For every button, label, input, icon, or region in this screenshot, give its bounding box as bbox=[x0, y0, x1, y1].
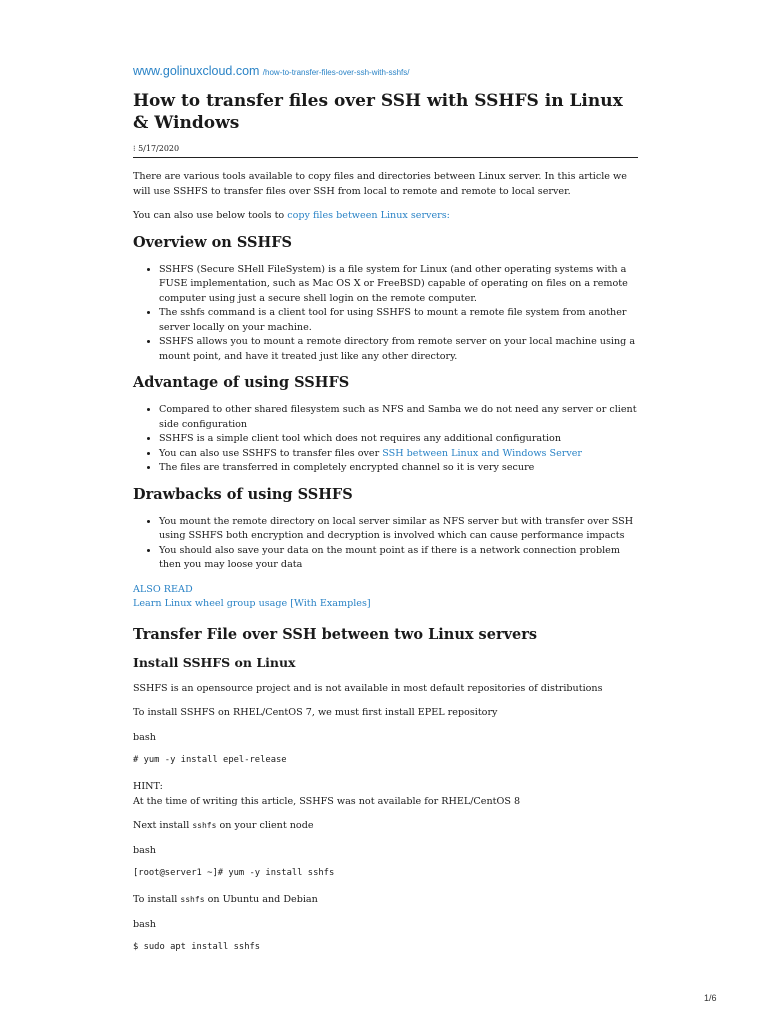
list-item-text: You can also use SSHFS to transfer files over bbox=[159, 447, 383, 459]
text: on your client node bbox=[216, 820, 314, 831]
hint-text: At the time of writing this article, SSHFS was not available for RHEL/CentOS 8 bbox=[133, 795, 521, 807]
code-language-label: bash bbox=[133, 844, 156, 856]
paragraph bbox=[133, 893, 638, 908]
copy-files-link[interactable]: copy files between Linux servers: bbox=[287, 210, 450, 221]
list-item: • SSHFS allows you to mount a remote directory from remote server on your local machine using a mount point, and have it treated just like any other directory. bbox=[159, 335, 638, 364]
list-item: • The sshfs command is a client tool for using SSHFS to mount a remote file system from another server locally on your machine. bbox=[159, 306, 638, 335]
code-language-label: bash bbox=[133, 918, 156, 930]
publish-date-value: 5/17/2020 bbox=[138, 144, 180, 153]
advantage-list bbox=[133, 403, 638, 476]
code-block: $ sudo apt install sshfs bbox=[133, 942, 261, 952]
title-divider bbox=[133, 157, 638, 158]
text: Next install bbox=[133, 820, 193, 831]
wheel-group-link[interactable]: Learn Linux wheel group usage [With Examples] bbox=[133, 598, 371, 609]
also-read-label[interactable]: ALSO READ bbox=[133, 583, 193, 595]
list-item: • Compared to other shared filesystem such as NFS and Samba we do not need any server or client side configuration bbox=[159, 403, 638, 432]
publish-date: ⁝ 5/17/2020 bbox=[133, 144, 180, 153]
overview-heading: Overview on SSHFS bbox=[133, 233, 292, 251]
inline-code: sshfs bbox=[192, 821, 217, 830]
ssh-windows-link[interactable]: SSH between Linux and Windows Server bbox=[382, 447, 583, 459]
hint-block bbox=[133, 780, 638, 809]
list-item: • You should also save your data on the mount point as if there is a network connection problem then you may loose your data bbox=[159, 544, 638, 573]
article-title: How to transfer files over SSH with SSHFS in Linux & Windows bbox=[133, 91, 623, 133]
text: To install bbox=[133, 894, 181, 905]
list-item: • The files are transferred in completely encrypted channel so it is very secure bbox=[159, 461, 638, 476]
list-item bbox=[159, 447, 638, 462]
source-host[interactable]: www.golinuxcloud.com bbox=[133, 64, 260, 78]
intro-paragraph: There are various tools available to copy files and directories between Linux server. In this article we will use SSHFS to transfer files over SSH from local to remote and remote to local server. bbox=[133, 171, 627, 197]
drawbacks-heading: Drawbacks of using SSHFS bbox=[133, 485, 353, 503]
text: on Ubuntu and Debian bbox=[204, 894, 318, 905]
source-path[interactable]: /how-to-transfer-files-over-ssh-with-sshfs/ bbox=[262, 68, 410, 77]
install-subheading: Install SSHFS on Linux bbox=[133, 654, 296, 670]
also-tools-paragraph bbox=[133, 209, 638, 224]
paragraph bbox=[133, 819, 638, 834]
also-read-block bbox=[133, 583, 638, 612]
list-item: • You mount the remote directory on local server similar as NFS server but with transfer over SSH using SSHFS both encryption and decryption is involved which can cause performance impacts bbox=[159, 515, 638, 544]
code-block: # yum -y install epel-release bbox=[133, 755, 287, 765]
also-tools-text: You can also use below tools to bbox=[133, 210, 288, 221]
overview-list bbox=[133, 263, 638, 365]
paragraph: To install SSHFS on RHEL/CentOS 7, we must first install EPEL repository bbox=[133, 707, 498, 718]
code-language-label: bash bbox=[133, 731, 156, 743]
code-block: [root@server1 ~]# yum -y install sshfs bbox=[133, 868, 335, 878]
inline-code: sshfs bbox=[180, 895, 205, 904]
list-item: • SSHFS (Secure SHell FileSystem) is a file system for Linux (and other operating systems with a FUSE implementation, such as Mac OS X or FreeBSD) capable of operating on files on a remote computer using just a secure shell login on the remote computer. bbox=[159, 263, 638, 307]
paragraph: SSHFS is an opensource project and is not available in most default repositories of distributions bbox=[133, 682, 603, 694]
drawbacks-list bbox=[133, 515, 638, 573]
page-number: 1/6 bbox=[704, 993, 717, 1003]
list-item: • SSHFS is a simple client tool which does not requires any additional configuration bbox=[159, 432, 638, 447]
transfer-heading: Transfer File over SSH between two Linux servers bbox=[133, 625, 538, 643]
advantage-heading: Advantage of using SSHFS bbox=[133, 374, 350, 391]
source-url[interactable] bbox=[133, 64, 638, 78]
hint-label: HINT: bbox=[133, 781, 163, 792]
document-page bbox=[133, 64, 638, 967]
